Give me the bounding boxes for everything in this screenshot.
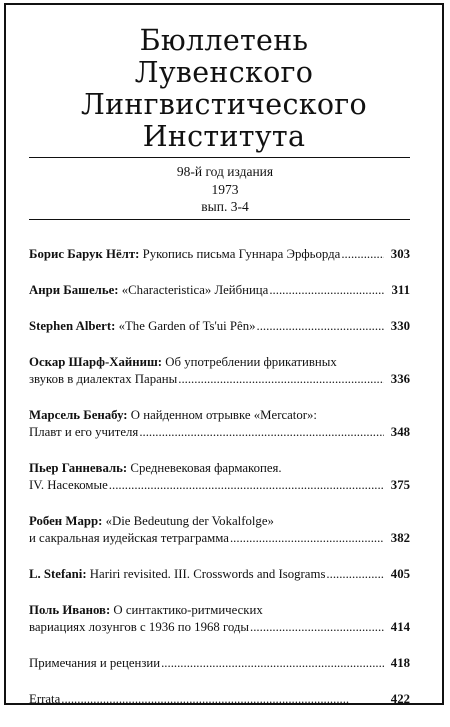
toc-title: и сакральная иудейская тетраграмма (29, 531, 229, 545)
toc-page-number: 330 (390, 319, 410, 333)
toc-title: «Characteristica» Лейбница (121, 283, 269, 297)
toc-line (29, 530, 410, 547)
toc-entry (29, 354, 410, 388)
toc-line (29, 691, 410, 708)
toc-title: Рукопись письма Гуннара Эрфьорда (142, 247, 341, 261)
toc-page-number: 422 (390, 692, 410, 706)
dot-leader (250, 619, 384, 636)
toc-line (29, 655, 410, 672)
toc-title: вариациях лозунгов с 1936 по 1968 годы (29, 620, 250, 634)
toc-entry (29, 513, 410, 547)
toc-title: звуков в диалектах Параны (29, 372, 178, 386)
toc-line (29, 354, 410, 371)
divider-bottom (29, 219, 410, 220)
toc-line (29, 246, 410, 263)
edition-issue: вып. 3-4 (201, 199, 249, 214)
toc-entry (29, 691, 410, 708)
toc-entry (29, 282, 410, 299)
title-line: Института (142, 120, 306, 153)
toc-entry (29, 655, 410, 672)
toc-entry (29, 246, 410, 263)
title-line: Бюллетень (139, 24, 309, 57)
toc-line (29, 460, 410, 477)
toc-author: Пьер Ганневаль: (29, 461, 128, 475)
toc-line (29, 371, 410, 388)
toc-entry (29, 566, 410, 583)
toc-line (29, 566, 410, 583)
edition-info (0, 163, 450, 216)
toc-line (29, 424, 410, 441)
toc-entry (29, 602, 410, 636)
dot-leader (178, 371, 384, 388)
title-line: Лувенского (134, 56, 314, 89)
toc-title: Средневековая фармакопея. (130, 461, 282, 475)
toc-line (29, 477, 410, 494)
dot-leader (326, 566, 384, 583)
toc-title: «The Garden of Ts'ui Pên» (118, 319, 256, 333)
toc-author: Анри Башелье: (29, 283, 119, 297)
toc-author: Марсель Бенабу: (29, 408, 128, 422)
toc-title: О найденном отрывке «Mercator»: (130, 408, 317, 422)
dot-leader (269, 282, 384, 299)
journal-title (6, 25, 442, 153)
dot-leader (341, 246, 384, 263)
toc-title: Примечания и рецензии (29, 656, 161, 670)
toc-page-number: 382 (390, 531, 410, 545)
toc-entry (29, 460, 410, 494)
toc-author: Борис Барук Нёлт: (29, 247, 140, 261)
toc-page-number: 348 (390, 425, 410, 439)
toc-author: L. Stefani: (29, 567, 87, 581)
toc-title: Об употреблении фрикативных (165, 355, 337, 369)
toc-page-number: 336 (390, 372, 410, 386)
dot-leader (139, 424, 384, 441)
toc-entry (29, 318, 410, 335)
toc-author: Робен Марр: (29, 514, 103, 528)
toc-line (29, 282, 410, 299)
toc-title: Hariri revisited. III. Crosswords and Isograms (89, 567, 326, 581)
dot-leader (257, 318, 384, 335)
toc-title: О синтактико-ритмических (113, 603, 263, 617)
dot-leader (230, 530, 384, 547)
toc-title: Плавт и его учителя (29, 425, 139, 439)
edition-year-of-publication: 98-й год издания (176, 164, 274, 179)
toc-page-number: 311 (391, 283, 410, 297)
toc-line (29, 318, 410, 335)
toc-line (29, 407, 410, 424)
dot-leader (109, 477, 384, 494)
toc-title: Errata (29, 692, 61, 706)
dot-leader (161, 655, 384, 672)
toc-line (29, 602, 410, 619)
divider-top (29, 157, 410, 158)
toc-author: Оскар Шарф-Хайниш: (29, 355, 163, 369)
toc-page-number: 405 (390, 567, 410, 581)
toc-page-number: 418 (390, 656, 410, 670)
dot-leader (61, 691, 384, 708)
toc-author: Stephen Albert: (29, 319, 116, 333)
toc-page-number: 375 (390, 478, 410, 492)
toc-page-number: 414 (390, 620, 410, 634)
toc-line (29, 619, 410, 636)
toc-page-number: 303 (390, 247, 410, 261)
toc-line (29, 513, 410, 530)
toc-title: IV. Насекомые (29, 478, 108, 492)
toc-title: «Die Bedeutung der Vokalfolge» (105, 514, 274, 528)
toc-entry (29, 407, 410, 441)
title-line: Лингвистического (80, 88, 367, 121)
toc-author: Поль Иванов: (29, 603, 111, 617)
table-of-contents (29, 246, 410, 727)
edition-year: 1973 (211, 181, 239, 197)
